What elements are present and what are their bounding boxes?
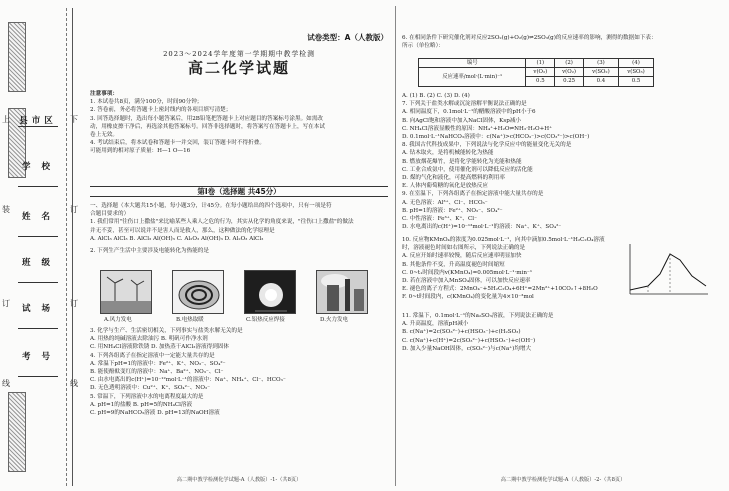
- fold-mark-top: 上: [2, 115, 10, 124]
- page-footer: 高二期中教学检测化学试题-A（人教版）-2-（共8页）: [500, 477, 626, 483]
- question-line: 所示（单位略）：: [402, 43, 444, 50]
- reaction-rate-graph: [620, 240, 712, 300]
- rate-table: [418, 58, 654, 87]
- question-line: 10. 反应物KMnO₄的浓度为0.025mol·L⁻¹，向其中滴加0.5mol·L⁻¹H₂C₂O₄溶液: [402, 237, 605, 243]
- question-line: 并无不妥，甚至可以说并不是害人而是救人，那么，这种做法的化学原理是: [90, 227, 275, 234]
- question-line: A. 钻木取火，是将机械能转化为热能: [402, 150, 494, 157]
- question-line: C. NH₄Cl溶液显酸性的原因：NH₄⁺+H₂O⇌NH₃·H₂O+H⁺: [402, 125, 553, 132]
- table-cell: v(SO₃): [618, 68, 653, 77]
- binding-margin: [0, 0, 82, 491]
- notice-heading: 注意事项：: [90, 91, 118, 97]
- question-line: D. 水电离出的c(H⁺)=10⁻¹³mol·L⁻¹的溶液：Na⁺、K⁺、SO₄²⁻: [402, 224, 562, 231]
- question-line: E. 褪色的离子方程式：2MnO₄⁻+5H₂C₂O₄+6H⁺=2Mn²⁺+10CO₂↑+8H₂O: [402, 286, 598, 293]
- field-line[interactable]: [18, 282, 58, 283]
- question-line: B. 其他条件不变，升高温度褪色时间缩短: [402, 261, 505, 268]
- question-options: A. (1) B. (2) C. (3) D. (4): [402, 93, 470, 99]
- question-line: 9. 在室温下，下列各组离子在指定溶液中能大量共存的是: [402, 191, 544, 198]
- question-line: 4. 下列各组离子在指定溶液中一定能大量共存的是: [90, 352, 215, 359]
- table-cell: 0.5: [526, 77, 555, 86]
- table-header-cell: (1): [526, 59, 555, 68]
- fold-mark-top-right: 下: [70, 115, 78, 124]
- binding-line: [72, 8, 73, 486]
- paper-type-tag: 试卷类型：A（人教版）: [307, 33, 388, 42]
- table-cell: 0.5: [618, 77, 653, 86]
- hatched-band-top: [8, 22, 26, 92]
- notice-block: [90, 90, 388, 156]
- left-column: [90, 0, 388, 491]
- table-header-cell: (4): [618, 59, 653, 68]
- notice-line: 3. 回答选择题时，选出每小题答案后，用2B铅笔把答题卡上对应题目的答案标号涂黑。如需改: [90, 115, 323, 122]
- image-caption: D.火力发电: [320, 317, 348, 323]
- cut-line: [66, 8, 67, 486]
- question-line: 3. 化学与生产、生活密切相关，下列事实与盐类水解无关的是: [90, 328, 243, 334]
- table-cell: 0.25: [555, 77, 584, 86]
- question-line: A. 无色溶液：Al³⁺、Cl⁻、HCO₃⁻: [402, 199, 488, 206]
- question-line: C. 中性溶液：Fe³⁺、K⁺、Cl⁻: [402, 216, 478, 223]
- notice-line: 1. 本试卷共8页，满分100分，时间90分钟；: [90, 99, 203, 106]
- question-line: A. 用热的纯碱溶液去除油污 B. 明矾可作净水剂: [90, 336, 208, 343]
- question-line: 合题目要求的）: [90, 211, 130, 218]
- field-line[interactable]: [18, 376, 58, 377]
- question-block-11: [402, 312, 724, 353]
- field-line[interactable]: [18, 236, 58, 237]
- notice-line: 动，用橡皮擦干净后，再选涂其他答案标号。回答非选择题时，将答案写在答题卡上，写在本试: [90, 123, 325, 130]
- field-name: 姓 名: [22, 212, 54, 222]
- question-line: D. 若在溶液中加入MnSO₄固体，可以加快反应速率: [402, 278, 531, 285]
- question-line: B. pH=1的溶液：Fe²⁺、NO₃⁻、SO₄²⁻: [402, 207, 503, 214]
- question-line: A. pH=1的盐酸 B. pH=5的NH₄Cl溶液: [90, 401, 193, 408]
- thermite-reaction-image: [244, 270, 296, 314]
- question-line: 5. 常温下，下列溶液中水的电离程度最大的是: [90, 393, 204, 400]
- fold-mark-low: 订: [2, 299, 10, 308]
- exam-title: 高二化学试题: [187, 59, 290, 77]
- question-6-stem: [402, 34, 724, 50]
- question-line: 6. 在相同条件下研究催化剂对反应2SO₂(g)+O₂(g)⇌2SO₃(g)的反应速率的影响，测得的数据如下表：: [402, 35, 657, 41]
- notice-line: 可能用到的相对原子质量：H—1 O—16: [90, 148, 191, 155]
- question-line: A. 升高温度，溶液pH减小: [402, 321, 469, 328]
- question-line: A. 反应开始时速率较慢，随后反应速率明显加快: [402, 253, 522, 260]
- table-header-cell: 编号: [419, 59, 526, 68]
- question-block-3: [90, 327, 388, 417]
- question-block-1: [90, 202, 388, 255]
- field-exam-number: 考 号: [22, 352, 54, 362]
- question-block-10: [402, 236, 614, 302]
- hatched-band-bottom: [8, 392, 26, 472]
- question-line: C. pH=9的NaHCO₃溶液 D. pH=13的NaOH溶液: [90, 410, 220, 417]
- fold-mark-low-right: 订: [70, 299, 78, 308]
- question-block-7: [402, 92, 724, 231]
- question-line: A. 相同温度下，0.1mol·L⁻¹的醋酸溶液中的pH小于6: [402, 109, 536, 116]
- image-caption: B.电热取暖: [176, 317, 204, 323]
- question-line: B. 燃放烟花爆竹，是将化学能转化为光能和热能: [402, 158, 522, 165]
- field-class: 班 级: [22, 258, 54, 268]
- question-line: A. 常温下pH=1的溶液中：Fe²⁺、K⁺、NO₃⁻、SO₄²⁻: [90, 360, 226, 367]
- thermal-power-image: [316, 270, 368, 314]
- exam-subtitle: 2023～2024学年度第一学期期中教学检测: [163, 50, 315, 58]
- question-line: C. 工业合成氨中，使用催化剂可以降低反应的活化能: [402, 166, 533, 173]
- field-line[interactable]: [18, 328, 58, 329]
- table-cell: v(O₂): [526, 68, 555, 77]
- notice-line: 4. 考试结束后，将本试卷和答题卡一并交回，装订答题卡时不得折叠。: [90, 140, 265, 147]
- fold-mark-bottom: 线: [2, 379, 10, 388]
- fold-mark-middle-right: 订: [70, 205, 78, 214]
- question-line: C. 用NH₄Cl溶液除铁锈 D. 加热蒸干AlCl₃溶液得到固体: [90, 344, 229, 351]
- field-exam-room: 试 场: [22, 304, 54, 314]
- field-line[interactable]: [18, 126, 58, 127]
- table-header-cell: (3): [583, 59, 618, 68]
- fold-mark-middle: 装: [2, 205, 10, 214]
- question-line: B. 向AgCl饱和溶液中加入NaCl固体，Ksp减小: [402, 117, 522, 124]
- wind-power-image: [100, 270, 152, 314]
- question-line: 7. 下列关于盐类水解或沉淀溶解平衡说法正确的是: [402, 101, 527, 108]
- question-line: 8. 我国古代科技成果中，下列说法与化学反应中的能量变化无关的是: [402, 142, 572, 149]
- section-heading: 第Ⅰ卷（选择题 共45分）: [90, 186, 388, 197]
- question-2-images: [100, 270, 380, 324]
- field-county: 县市区: [19, 116, 57, 126]
- table-header-cell: (2): [555, 59, 584, 68]
- question-line: E. 人体内葡萄糖的氧化是放热反应: [402, 183, 488, 190]
- column-divider: [395, 6, 396, 486]
- notice-line: 卷上无效。: [90, 132, 118, 139]
- right-column: [402, 0, 724, 491]
- table-cell: v(O₂): [555, 68, 584, 77]
- question-line: A. AlCl₃ AlCl₃ B. AlCl₃ Al(OH)₃ C. Al₂O₃ Al(OH)₃ D. Al₂O₃ AlCl₃: [90, 235, 264, 242]
- question-line: 1. 我们常用"往伤口上撒盐"来比喻某些人乘人之危的行为，其实从化学的角度来说，"往伤口上撒盐"的做法: [90, 219, 354, 226]
- question-line: C. 由水电离出的c(H⁺)=10⁻¹²mol·L⁻¹的溶液中：Na⁺、NH₄⁺、Cl⁻、HCO₃⁻: [90, 377, 286, 384]
- image-caption: A.风力发电: [104, 317, 132, 323]
- table-row-label: 反应速率/mol·(L·min)⁻¹: [419, 68, 526, 86]
- question-line: 一、选择题（本大题共15小题，每小题3分，计45分。在每小题给出的四个选项中，只有一项是符: [90, 203, 332, 209]
- fold-mark-bottom-right: 线: [70, 379, 78, 388]
- table-cell: 0.4: [583, 77, 618, 86]
- question-line: C. c(Na⁺)+c(H⁺)=2c(SO₃²⁻)+c(HSO₃⁻)+c(OH⁻): [402, 337, 536, 344]
- table-cell: v(SO₂): [583, 68, 618, 77]
- question-line: 2. 下列生产生活中主要涉及电能转化为热能的是: [90, 248, 209, 255]
- field-line[interactable]: [18, 186, 58, 187]
- question-line: D. 加入少量NaOH固体，c(SO₃²⁻)与c(Na⁺)均增大: [402, 345, 532, 352]
- image-caption: C.铝热反应焊接: [246, 317, 285, 323]
- question-line: D. 0.1mol·L⁻¹NaHCO₃溶液中：c(Na⁺)>c(HCO₃⁻)>c(CO₃²⁻)>c(OH⁻): [402, 134, 590, 141]
- question-line: B. c(Na⁺)=2c(SO₃²⁻)+c(HSO₃⁻)+c(H₂SO₃): [402, 329, 521, 336]
- electric-heater-image: [172, 270, 224, 314]
- question-line: D. 煤的气化和液化，可提高燃料的利用率: [402, 175, 505, 182]
- question-line: 11. 常温下，0.1mol·L⁻¹的Na₂SO₃溶液，下列说法正确的是: [402, 313, 554, 319]
- notice-line: 2. 答卷前，务必将答题卡上密封线内的各项目填写清楚；: [90, 107, 232, 114]
- question-line: 时，溶液褪色时间如右图所示，下列说法正确的是: [402, 245, 526, 252]
- page-footer: 高二期中教学检测化学试题-A（人教版）-1-（共8页）: [176, 477, 302, 483]
- field-school: 学 校: [22, 162, 54, 172]
- question-line: F. 0~t时间段内，c(KMnO₄)的变化量为4×10⁻³mol: [402, 294, 534, 301]
- question-line: D. 无色透明溶液中：Cu²⁺、K⁺、SO₄²⁻、NO₃⁻: [90, 385, 211, 392]
- question-line: C. 0~t₁时间段内v(KMnO₄)=0.005mol·L⁻¹·min⁻¹: [402, 269, 533, 276]
- question-line: B. 能使酚酞变红的溶液中：Na⁺、Ba²⁺、NO₃⁻、Cl⁻: [90, 369, 224, 376]
